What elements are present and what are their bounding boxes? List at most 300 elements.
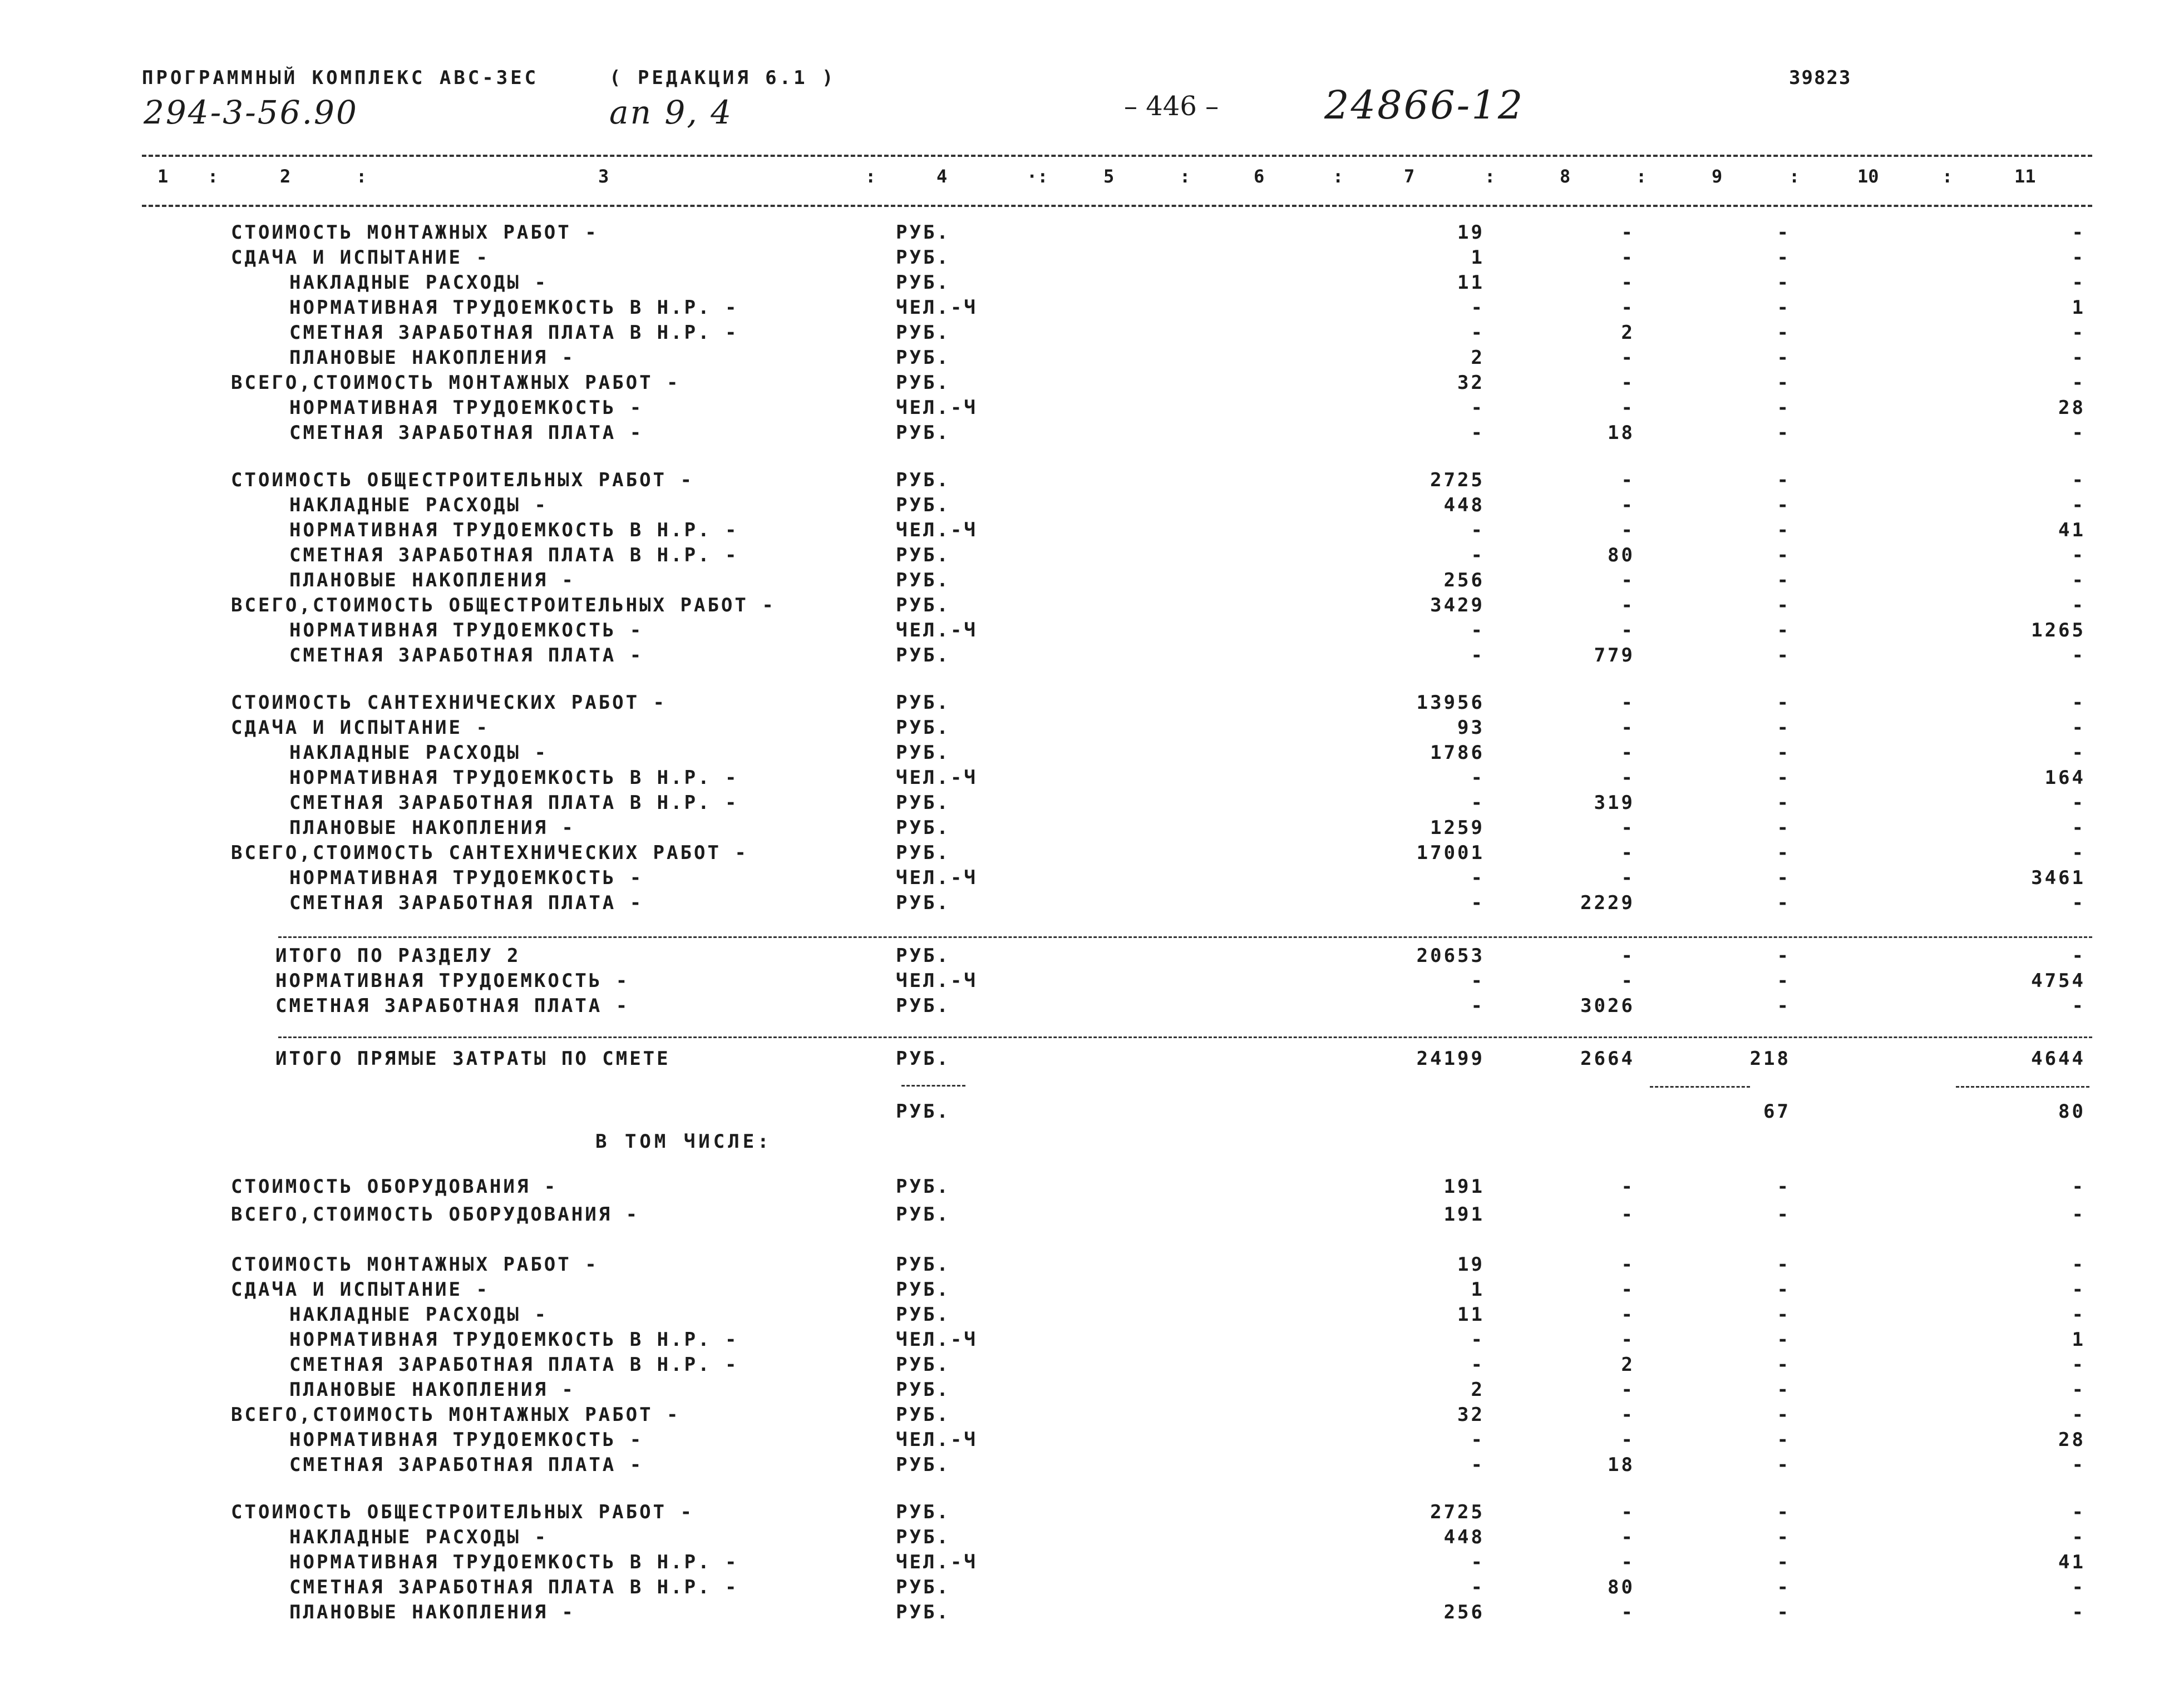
table-row <box>0 422 2169 447</box>
row-unit: РУБ. <box>896 1526 950 1548</box>
row-col7-value: - <box>1471 767 1485 789</box>
row-name: СТОИМОСТЬ ОБЩЕСТРОИТЕЛЬНЫХ РАБОТ - <box>231 469 694 491</box>
table-row <box>0 1304 2169 1329</box>
col-header-2: 2 <box>280 166 291 187</box>
row-col9-value: - <box>1777 867 1791 889</box>
row-name: ВСЕГО,СТОИМОСТЬ ОБОРУДОВАНИЯ - <box>231 1203 640 1226</box>
row-col7-value: 93 <box>1457 717 1485 739</box>
row-col9-value: - <box>1777 1429 1791 1451</box>
row-col8-value: - <box>1621 594 1635 616</box>
row-col11-value: - <box>2072 1253 2086 1276</box>
row-col9-value: - <box>1777 519 1791 541</box>
col-header-11: 11 <box>2014 166 2036 187</box>
row-col9-value: - <box>1777 271 1791 294</box>
table-row <box>0 1100 2169 1126</box>
row-col11-value: - <box>2072 1379 2086 1401</box>
row-col11-value: - <box>2072 469 2086 491</box>
row-col9-value: - <box>1777 1379 1791 1401</box>
row-col7-value: - <box>1471 519 1485 541</box>
row-col7-value: 32 <box>1457 1404 1485 1426</box>
row-col7-value: - <box>1471 422 1485 444</box>
row-col11-value: - <box>2072 1354 2086 1376</box>
table-row <box>0 1576 2169 1602</box>
row-unit: ЧЕЛ.-Ч <box>896 1429 978 1451</box>
row-col9-value: - <box>1777 742 1791 764</box>
table-row <box>0 644 2169 670</box>
row-col9-value: - <box>1777 644 1791 667</box>
row-col7-value: - <box>1471 1329 1485 1351</box>
row-col8-value: - <box>1621 817 1635 839</box>
table-row <box>0 544 2169 570</box>
table-row <box>0 817 2169 842</box>
row-col7-value: 20653 <box>1416 945 1485 967</box>
row-col7-value: 448 <box>1443 1526 1485 1548</box>
row-unit: РУБ. <box>896 892 950 914</box>
row-unit: РУБ. <box>896 422 950 444</box>
row-col8-value: - <box>1621 1329 1635 1351</box>
table-row <box>0 594 2169 620</box>
row-unit: ЧЕЛ.-Ч <box>896 767 978 789</box>
row-col8-value: 2664 <box>1580 1048 1635 1070</box>
col-separator: : <box>1789 166 1800 187</box>
row-col8-value: - <box>1621 842 1635 864</box>
row-col8-value: - <box>1621 1379 1635 1401</box>
row-col9-value: - <box>1777 767 1791 789</box>
row-col9-value: - <box>1777 892 1791 914</box>
row-col7-value: - <box>1471 297 1485 319</box>
row-col7-value: 1 <box>1471 246 1485 269</box>
row-col9-value: - <box>1777 1601 1791 1623</box>
row-col9-value: - <box>1777 422 1791 444</box>
inventory-number-handwritten: 24866-12 <box>1324 82 1525 128</box>
column-header-row <box>0 166 2169 194</box>
row-col11-value: - <box>2072 322 2086 344</box>
row-name: ВСЕГО,СТОИМОСТЬ ОБЩЕСТРОИТЕЛЬНЫХ РАБОТ - <box>231 594 776 616</box>
row-unit: РУБ. <box>896 246 950 269</box>
table-row <box>0 1048 2169 1073</box>
row-col7-value: - <box>1471 1429 1485 1451</box>
row-name: НОРМАТИВНАЯ ТРУДОЕМКОСТЬ - <box>289 1429 644 1451</box>
row-unit: РУБ. <box>896 347 950 369</box>
row-col8-value: 18 <box>1608 422 1635 444</box>
row-name: НОРМАТИВНАЯ ТРУДОЕМКОСТЬ - <box>289 397 644 419</box>
row-col7-value: 191 <box>1443 1203 1485 1226</box>
section-rule-1 <box>278 936 2092 938</box>
row-col8-value: - <box>1621 619 1635 641</box>
row-col11-value: 80 <box>2058 1100 2086 1123</box>
row-col9-value: - <box>1777 297 1791 319</box>
row-col7-value: - <box>1471 397 1485 419</box>
col-header-9: 9 <box>1712 166 1723 187</box>
row-col7-value: - <box>1471 995 1485 1017</box>
table-row <box>0 372 2169 397</box>
row-col11-value: - <box>2072 221 2086 244</box>
row-col8-value: 2229 <box>1580 892 1635 914</box>
row-col7-value: 32 <box>1457 372 1485 394</box>
row-col11-value: 1 <box>2072 297 2086 319</box>
row-col8-value: - <box>1621 867 1635 889</box>
row-col7-value: 1786 <box>1430 742 1485 764</box>
program-edition: ( РЕДАКЦИЯ 6.1 ) <box>609 67 836 89</box>
row-unit: РУБ. <box>896 1304 950 1326</box>
row-name: ВСЕГО,СТОИМОСТЬ МОНТАЖНЫХ РАБОТ - <box>231 372 681 394</box>
row-name: НОРМАТИВНАЯ ТРУДОЕМКОСТЬ - <box>289 619 644 641</box>
row-col11-value: - <box>2072 717 2086 739</box>
table-row <box>0 792 2169 817</box>
row-col9-value: - <box>1777 1354 1791 1376</box>
table-row <box>0 1176 2169 1201</box>
row-name: НОРМАТИВНАЯ ТРУДОЕМКОСТЬ В Н.Р. - <box>289 1551 739 1573</box>
row-col11-value: - <box>2072 1454 2086 1476</box>
row-unit: РУБ. <box>896 1601 950 1623</box>
row-name: СТОИМОСТЬ МОНТАЖНЫХ РАБОТ - <box>231 1253 599 1276</box>
row-unit: РУБ. <box>896 271 950 294</box>
row-col9-value: - <box>1777 221 1791 244</box>
album-handwritten: ап 9, 4 <box>609 93 733 131</box>
row-unit: ЧЕЛ.-Ч <box>896 1329 978 1351</box>
row-col11-value: 28 <box>2058 1429 2086 1451</box>
row-col11-value: 4754 <box>2031 970 2086 992</box>
row-col11-value: - <box>2072 1203 2086 1226</box>
table-row <box>0 892 2169 917</box>
table-row <box>0 1379 2169 1404</box>
row-col8-value: - <box>1621 1601 1635 1623</box>
row-col7-value: 13956 <box>1416 692 1485 714</box>
row-col7-value: 24199 <box>1416 1048 1485 1070</box>
row-col9-value: - <box>1777 817 1791 839</box>
row-name: СДАЧА И ИСПЫТАНИЕ - <box>231 1278 490 1301</box>
row-col8-value: 80 <box>1608 544 1635 566</box>
row-unit: РУБ. <box>896 1576 950 1598</box>
row-col9-value: - <box>1777 569 1791 591</box>
row-col8-value: - <box>1621 494 1635 516</box>
row-unit: РУБ. <box>896 1253 950 1276</box>
row-name: СМЕТНАЯ ЗАРАБОТНАЯ ПЛАТА - <box>275 995 630 1017</box>
table-row <box>0 1429 2169 1454</box>
row-col8-value: - <box>1621 519 1635 541</box>
table-row <box>0 867 2169 892</box>
row-unit: РУБ. <box>896 1278 950 1301</box>
table-row <box>0 1354 2169 1379</box>
row-unit: РУБ. <box>896 221 950 244</box>
row-name: НАКЛАДНЫЕ РАСХОДЫ - <box>289 494 548 516</box>
table-row <box>0 1329 2169 1354</box>
row-col11-value: 41 <box>2058 1551 2086 1573</box>
row-col9-value: - <box>1777 619 1791 641</box>
row-col7-value: 17001 <box>1416 842 1485 864</box>
row-unit: РУБ. <box>896 544 950 566</box>
row-col9-value: - <box>1777 1176 1791 1198</box>
table-row <box>0 619 2169 645</box>
row-col9-value: 218 <box>1749 1048 1791 1070</box>
row-col9-value: - <box>1777 717 1791 739</box>
table-row <box>0 842 2169 867</box>
row-unit: ЧЕЛ.-Ч <box>896 397 978 419</box>
row-col7-value: 19 <box>1457 1253 1485 1276</box>
row-col9-value: - <box>1777 322 1791 344</box>
row-name: СМЕТНАЯ ЗАРАБОТНАЯ ПЛАТА - <box>289 892 644 914</box>
row-col8-value: 3026 <box>1580 995 1635 1017</box>
row-name: ВСЕГО,СТОИМОСТЬ МОНТАЖНЫХ РАБОТ - <box>231 1404 681 1426</box>
row-col9-value: - <box>1777 1329 1791 1351</box>
table-row <box>0 469 2169 495</box>
row-name: НАКЛАДНЫЕ РАСХОДЫ - <box>289 1526 548 1548</box>
row-col9-value: - <box>1777 594 1791 616</box>
row-col8-value: - <box>1621 221 1635 244</box>
row-col11-value: - <box>2072 1601 2086 1623</box>
row-col8-value: - <box>1621 692 1635 714</box>
row-col8-value: - <box>1621 1526 1635 1548</box>
doc-number-handwritten: 294-3-56.90 <box>144 93 358 131</box>
row-col11-value: - <box>2072 817 2086 839</box>
row-unit: ЧЕЛ.-Ч <box>896 619 978 641</box>
row-unit: РУБ. <box>896 469 950 491</box>
row-col8-value: - <box>1621 1304 1635 1326</box>
row-name: СМЕТНАЯ ЗАРАБОТНАЯ ПЛАТА В Н.Р. - <box>289 1354 739 1376</box>
row-name: НОРМАТИВНАЯ ТРУДОЕМКОСТЬ В Н.Р. - <box>289 1329 739 1351</box>
sheet-code: 39823 <box>1789 67 1852 89</box>
row-col7-value: - <box>1471 892 1485 914</box>
row-col9-value: - <box>1777 692 1791 714</box>
row-col11-value: - <box>2072 792 2086 814</box>
row-name: НОРМАТИВНАЯ ТРУДОЕМКОСТЬ - <box>275 970 630 992</box>
row-unit: РУБ. <box>896 1501 950 1523</box>
row-col7-value: 191 <box>1443 1176 1485 1198</box>
table-row <box>0 246 2169 272</box>
row-col11-value: 1265 <box>2031 619 2086 641</box>
row-col11-value: 1 <box>2072 1329 2086 1351</box>
table-row <box>0 1526 2169 1552</box>
row-col8-value: - <box>1621 246 1635 269</box>
row-col8-value: - <box>1621 1501 1635 1523</box>
row-col9-value: - <box>1777 1203 1791 1226</box>
row-col9-value: - <box>1777 1278 1791 1301</box>
row-col11-value: 164 <box>2044 767 2086 789</box>
row-col8-value: - <box>1621 1429 1635 1451</box>
row-col7-value: - <box>1471 619 1485 641</box>
col-separator: : <box>865 166 876 187</box>
row-unit: РУБ. <box>896 644 950 667</box>
col-separator: ·: <box>1027 166 1048 187</box>
row-col9-value: - <box>1777 842 1791 864</box>
table-row <box>0 945 2169 970</box>
col-header-7: 7 <box>1404 166 1415 187</box>
row-col9-value: - <box>1777 1501 1791 1523</box>
row-col7-value: 256 <box>1443 569 1485 591</box>
row-unit: РУБ. <box>896 322 950 344</box>
row-col8-value: 2 <box>1621 1354 1635 1376</box>
header-rule-bottom <box>142 205 2092 207</box>
row-col9-value: - <box>1777 1404 1791 1426</box>
row-unit: ЧЕЛ.-Ч <box>896 297 978 319</box>
row-col9-value: - <box>1777 970 1791 992</box>
table-row <box>0 397 2169 422</box>
row-col7-value: - <box>1471 544 1485 566</box>
row-col9-value: - <box>1777 1526 1791 1548</box>
row-unit: РУБ. <box>896 945 950 967</box>
table-row <box>0 692 2169 717</box>
row-col7-value: 11 <box>1457 271 1485 294</box>
row-col11-value: - <box>2072 1304 2086 1326</box>
row-col8-value: - <box>1621 372 1635 394</box>
row-unit: РУБ. <box>896 1100 950 1123</box>
table-row <box>0 519 2169 545</box>
row-col9-value: - <box>1777 995 1791 1017</box>
row-col11-value: - <box>2072 1278 2086 1301</box>
row-col9-value: - <box>1777 469 1791 491</box>
row-col8-value: - <box>1621 397 1635 419</box>
col-header-8: 8 <box>1560 166 1571 187</box>
row-col7-value: 448 <box>1443 494 1485 516</box>
table-row <box>0 742 2169 767</box>
row-col7-value: - <box>1471 970 1485 992</box>
row-unit: РУБ. <box>896 717 950 739</box>
row-col8-value: - <box>1621 742 1635 764</box>
row-col8-value: 80 <box>1608 1576 1635 1598</box>
row-col7-value: 2 <box>1471 347 1485 369</box>
col-separator: : <box>208 166 219 187</box>
table-row <box>0 1278 2169 1304</box>
row-col8-value: - <box>1621 767 1635 789</box>
col-separator: : <box>1636 166 1647 187</box>
row-unit: РУБ. <box>896 1048 950 1070</box>
row-col9-value: - <box>1777 1576 1791 1598</box>
row-name: НОРМАТИВНАЯ ТРУДОЕМКОСТЬ В Н.Р. - <box>289 519 739 541</box>
table-row <box>0 271 2169 297</box>
row-col11-value: - <box>2072 945 2086 967</box>
table-row <box>0 995 2169 1020</box>
row-col7-value: 3429 <box>1430 594 1485 616</box>
table-row <box>0 1203 2169 1229</box>
row-unit: РУБ. <box>896 995 950 1017</box>
row-unit: РУБ. <box>896 817 950 839</box>
row-col8-value: - <box>1621 1253 1635 1276</box>
row-col11-value: - <box>2072 842 2086 864</box>
page-number: – 446 – <box>1124 91 1219 122</box>
row-name: СТОИМОСТЬ САНТЕХНИЧЕСКИХ РАБОТ - <box>231 692 667 714</box>
row-col7-value: - <box>1471 1454 1485 1476</box>
row-col7-value: - <box>1471 644 1485 667</box>
subtotal-rule-unit <box>901 1085 965 1087</box>
row-unit: ЧЕЛ.-Ч <box>896 867 978 889</box>
row-name: СТОИМОСТЬ ОБЩЕСТРОИТЕЛЬНЫХ РАБОТ - <box>231 1501 694 1523</box>
col-separator: : <box>1333 166 1344 187</box>
row-col7-value: 1259 <box>1430 817 1485 839</box>
row-col9-value: - <box>1777 945 1791 967</box>
row-col9-value: - <box>1777 1304 1791 1326</box>
row-col9-value: - <box>1777 1253 1791 1276</box>
row-unit: РУБ. <box>896 569 950 591</box>
row-col9-value: - <box>1777 1551 1791 1573</box>
row-col8-value: 2 <box>1621 322 1635 344</box>
row-col8-value: - <box>1621 271 1635 294</box>
row-unit: ЧЕЛ.-Ч <box>896 970 978 992</box>
table-row <box>0 1253 2169 1279</box>
row-col11-value: - <box>2072 347 2086 369</box>
col-separator: : <box>1485 166 1496 187</box>
row-name: ИТОГО ПРЯМЫЕ ЗАТРАТЫ ПО СМЕТЕ <box>275 1048 671 1070</box>
row-col9-value: - <box>1777 372 1791 394</box>
row-col11-value: - <box>2072 246 2086 269</box>
table-row <box>0 1501 2169 1527</box>
row-unit: РУБ. <box>896 692 950 714</box>
row-col8-value: - <box>1621 1176 1635 1198</box>
row-unit: РУБ. <box>896 1404 950 1426</box>
row-col11-value: - <box>2072 1526 2086 1548</box>
row-name: СДАЧА И ИСПЫТАНИЕ - <box>231 246 490 269</box>
row-col11-value: - <box>2072 422 2086 444</box>
row-col8-value: - <box>1621 717 1635 739</box>
row-col8-value: - <box>1621 1404 1635 1426</box>
col-header-3: 3 <box>598 166 609 187</box>
row-col9-value: - <box>1777 544 1791 566</box>
col-separator: : <box>1942 166 1953 187</box>
row-col7-value: - <box>1471 1551 1485 1573</box>
table-row <box>0 221 2169 247</box>
col-header-6: 6 <box>1254 166 1265 187</box>
row-unit: РУБ. <box>896 1454 950 1476</box>
row-name: НАКЛАДНЫЕ РАСХОДЫ - <box>289 742 548 764</box>
row-col11-value: - <box>2072 1501 2086 1523</box>
row-col7-value: - <box>1471 322 1485 344</box>
row-unit: РУБ. <box>896 1176 950 1198</box>
table-row <box>0 717 2169 742</box>
row-col8-value: - <box>1621 945 1635 967</box>
row-col11-value: - <box>2072 644 2086 667</box>
row-col11-value: - <box>2072 544 2086 566</box>
row-col7-value: - <box>1471 1576 1485 1598</box>
row-name: ВСЕГО,СТОИМОСТЬ САНТЕХНИЧЕСКИХ РАБОТ - <box>231 842 748 864</box>
row-col7-value: - <box>1471 792 1485 814</box>
row-name: СМЕТНАЯ ЗАРАБОТНАЯ ПЛАТА - <box>289 1454 644 1476</box>
row-col11-value: 4644 <box>2031 1048 2086 1070</box>
table-row <box>0 1454 2169 1479</box>
col-header-1: 1 <box>157 166 169 187</box>
row-col11-value: - <box>2072 1176 2086 1198</box>
row-unit: ЧЕЛ.-Ч <box>896 1551 978 1573</box>
header-rule-top <box>142 155 2092 157</box>
row-unit: РУБ. <box>896 1203 950 1226</box>
col-header-10: 10 <box>1857 166 1879 187</box>
table-row <box>0 322 2169 347</box>
table-row <box>0 1601 2169 1627</box>
row-name: НОРМАТИВНАЯ ТРУДОЕМКОСТЬ - <box>289 867 644 889</box>
row-col9-value: - <box>1777 246 1791 269</box>
table-row <box>0 1404 2169 1429</box>
row-unit: РУБ. <box>896 1379 950 1401</box>
col-header-4: 4 <box>936 166 948 187</box>
row-name: СМЕТНАЯ ЗАРАБОТНАЯ ПЛАТА - <box>289 422 644 444</box>
col-separator: : <box>1180 166 1191 187</box>
row-name: СТОИМОСТЬ МОНТАЖНЫХ РАБОТ - <box>231 221 599 244</box>
row-col7-value: 19 <box>1457 221 1485 244</box>
row-col9-value: - <box>1777 792 1791 814</box>
row-name: НОРМАТИВНАЯ ТРУДОЕМКОСТЬ В Н.Р. - <box>289 767 739 789</box>
program-name: ПРОГРАММНЫЙ КОМПЛЕКС АВС-3ЕС <box>142 67 539 89</box>
row-name: ПЛАНОВЫЕ НАКОПЛЕНИЯ - <box>289 1379 575 1401</box>
row-col9-value: - <box>1777 397 1791 419</box>
row-col11-value: - <box>2072 1576 2086 1598</box>
row-col8-value: 18 <box>1608 1454 1635 1476</box>
subtotal-rule-col11 <box>1956 1086 2089 1088</box>
row-col11-value: 28 <box>2058 397 2086 419</box>
row-col8-value: 779 <box>1594 644 1635 667</box>
subtotal-rule-col9 <box>1650 1086 1750 1088</box>
row-col9-value: 67 <box>1763 1100 1791 1123</box>
row-unit: РУБ. <box>896 742 950 764</box>
row-unit: РУБ. <box>896 1354 950 1376</box>
row-unit: РУБ. <box>896 792 950 814</box>
